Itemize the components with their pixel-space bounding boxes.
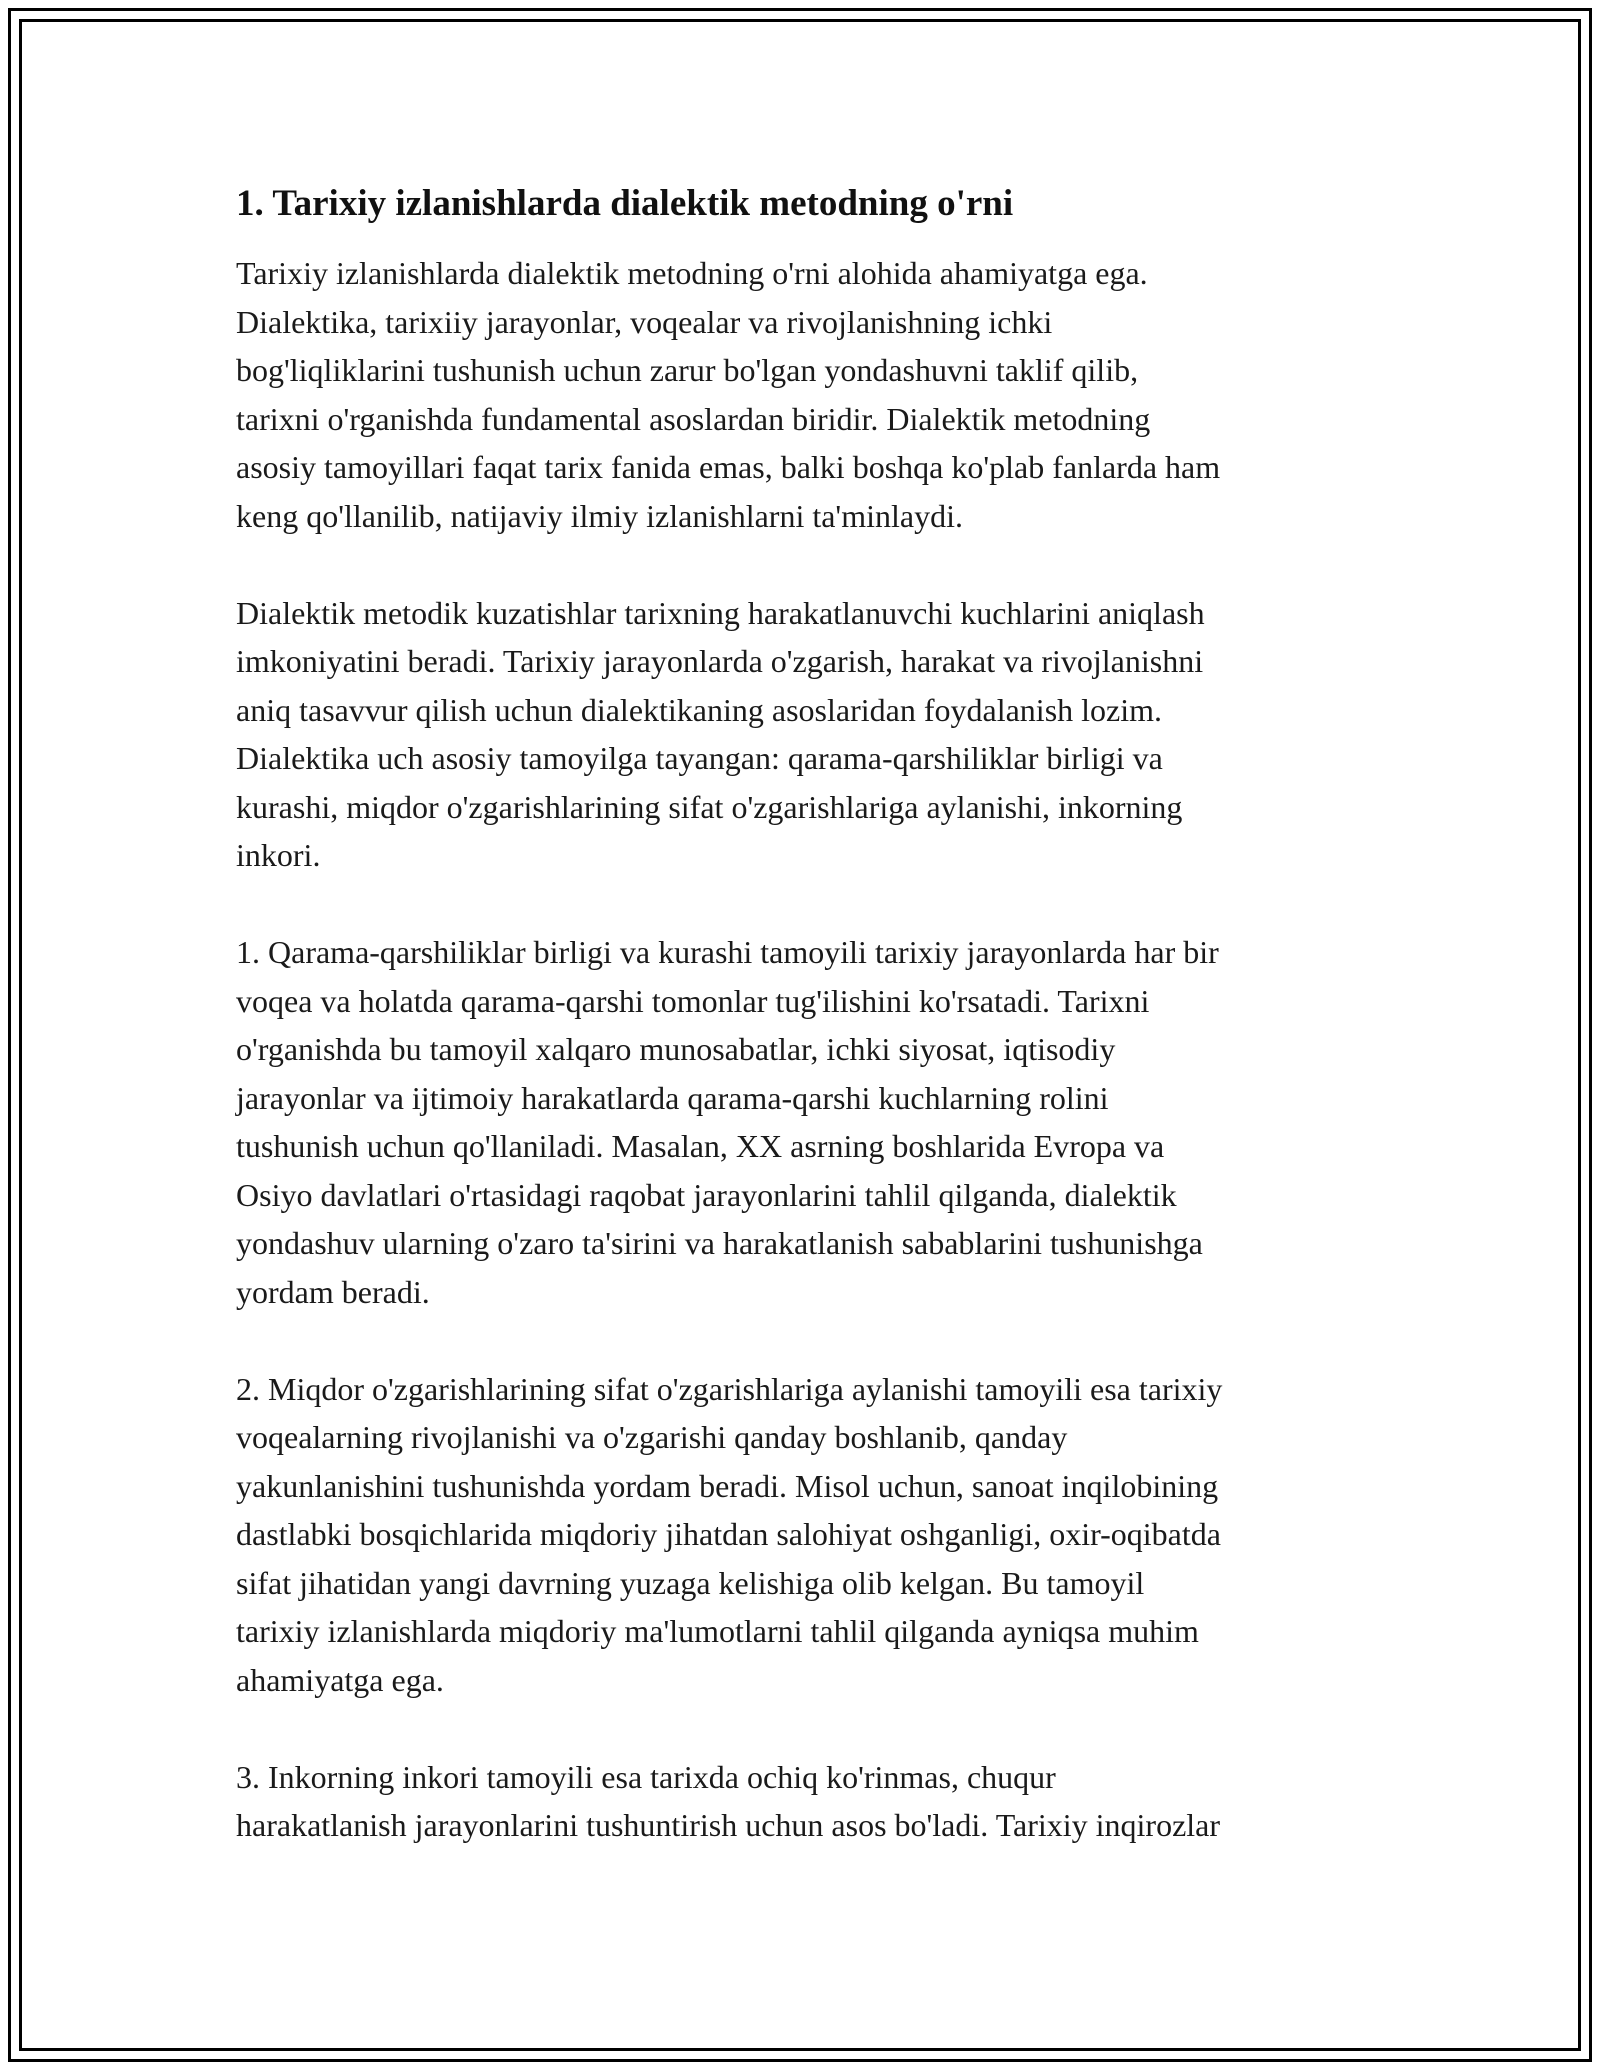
text-line: tushunish uchun qo'llaniladi. Masalan, XX asrning boshlarida Evropa va — [236, 1128, 1165, 1164]
text-line: dastlabki bosqichlarida miqdoriy jihatdan salohiyat oshganligi, oxir-oqibatda — [236, 1516, 1221, 1552]
text-line: harakatlanish jarayonlarini tushuntirish uchun asos bo'ladi. Tarixiy inqirozlar — [236, 1807, 1221, 1843]
text-line: voqealarning rivojlanishi va o'zgarishi qanday boshlanib, qanday — [236, 1419, 1068, 1455]
text-line: aniq tasavvur qilish uchun dialektikaning asoslaridan foydalanish lozim. — [236, 691, 1163, 728]
text-line: asosiy tamoyillari faqat tarix fanida emas, balki boshqa ko'plab fanlarda ham — [236, 449, 1221, 485]
text-line: 1. Qarama-qarshiliklar birligi va kurashi tamoyili tarixiy jarayonlarda har bir — [236, 934, 1219, 970]
text-line: sifat jihatidan yangi davrning yuzaga kelishiga olib kelgan. Bu tamoyil — [236, 1564, 1145, 1601]
text-line: jarayonlar va ijtimoiy harakatlarda qarama-qarshi kuchlarning rolini — [236, 1079, 1109, 1116]
paragraph-principle-2 — [236, 1365, 1376, 1705]
text-line: 2. Miqdor o'zgarishlarining sifat o'zgarishlariga aylanishi tamoyili esa tarixiy — [236, 1370, 1223, 1407]
text-line: inkori. — [236, 837, 321, 873]
text-line: tarixiy izlanishlarda miqdoriy ma'lumotlarni tahlil qilganda ayniqsa muhim — [236, 1613, 1199, 1649]
text-line: Dialektik metodik kuzatishlar tarixning harakatlanuvchi kuchlarini aniqlash — [236, 594, 1205, 631]
text-line: 3. Inkorning inkori tamoyili esa tarixda ochiq ko'rinmas, chuqur — [236, 1758, 1056, 1795]
section-heading: 1. Tarixiy izlanishlarda dialektik metodning o'rni — [236, 183, 1014, 224]
text-line: tarixni o'rganishda fundamental asoslardan biridir. Dialektik metodning — [236, 400, 1151, 437]
text-line: kurashi, miqdor o'zgarishlarining sifat o'zgarishlariga aylanishi, inkorning — [236, 788, 1183, 825]
text-line: bog'liqliklarini tushunish uchun zarur bo'lgan yondashuvni taklif qilib, — [236, 352, 1139, 388]
text-line: yakunlanishini tushunishda yordam beradi. Misol uchun, sanoat inqilobining — [236, 1467, 1219, 1504]
text-line: Tarixiy izlanishlarda dialektik metodning o'rni alohida ahamiyatga ega. — [236, 255, 1148, 291]
document-body — [236, 180, 1376, 1898]
paragraph-dialectics-principles — [236, 589, 1376, 880]
paragraph-principle-1 — [236, 928, 1376, 1316]
text-line: yordam beradi. — [236, 1273, 430, 1310]
paragraph-intro — [236, 249, 1376, 540]
text-line: imkoniyatini beradi. Tarixiy jarayonlarda o'zgarish, harakat va rivojlanishni — [236, 643, 1204, 679]
text-line: Osiyo davlatlari o'rtasidagi raqobat jarayonlarini tahlil qilganda, dialektik — [236, 1176, 1177, 1213]
text-line: keng qo'llanilib, natijaviy ilmiy izlanishlarni ta'minlaydi. — [236, 497, 963, 534]
text-line: o'rganishda bu tamoyil xalqaro munosabatlar, ichki siyosat, iqtisodiy — [236, 1031, 1116, 1067]
text-line: ahamiyatga ega. — [236, 1661, 444, 1698]
paragraph-principle-3 — [236, 1753, 1376, 1850]
text-line: Dialektika, tarixiiy jarayonlar, voqealar va rivojlanishning ichki — [236, 303, 1053, 340]
text-line: voqea va holatda qarama-qarshi tomonlar tug'ilishini ko'rsatadi. Tarixni — [236, 982, 1150, 1019]
text-line: Dialektika uch asosiy tamoyilga tayangan: qarama-qarshiliklar birligi va — [236, 740, 1163, 776]
text-line: yondashuv ularning o'zaro ta'sirini va harakatlanish sabablarini tushunishga — [236, 1225, 1203, 1261]
